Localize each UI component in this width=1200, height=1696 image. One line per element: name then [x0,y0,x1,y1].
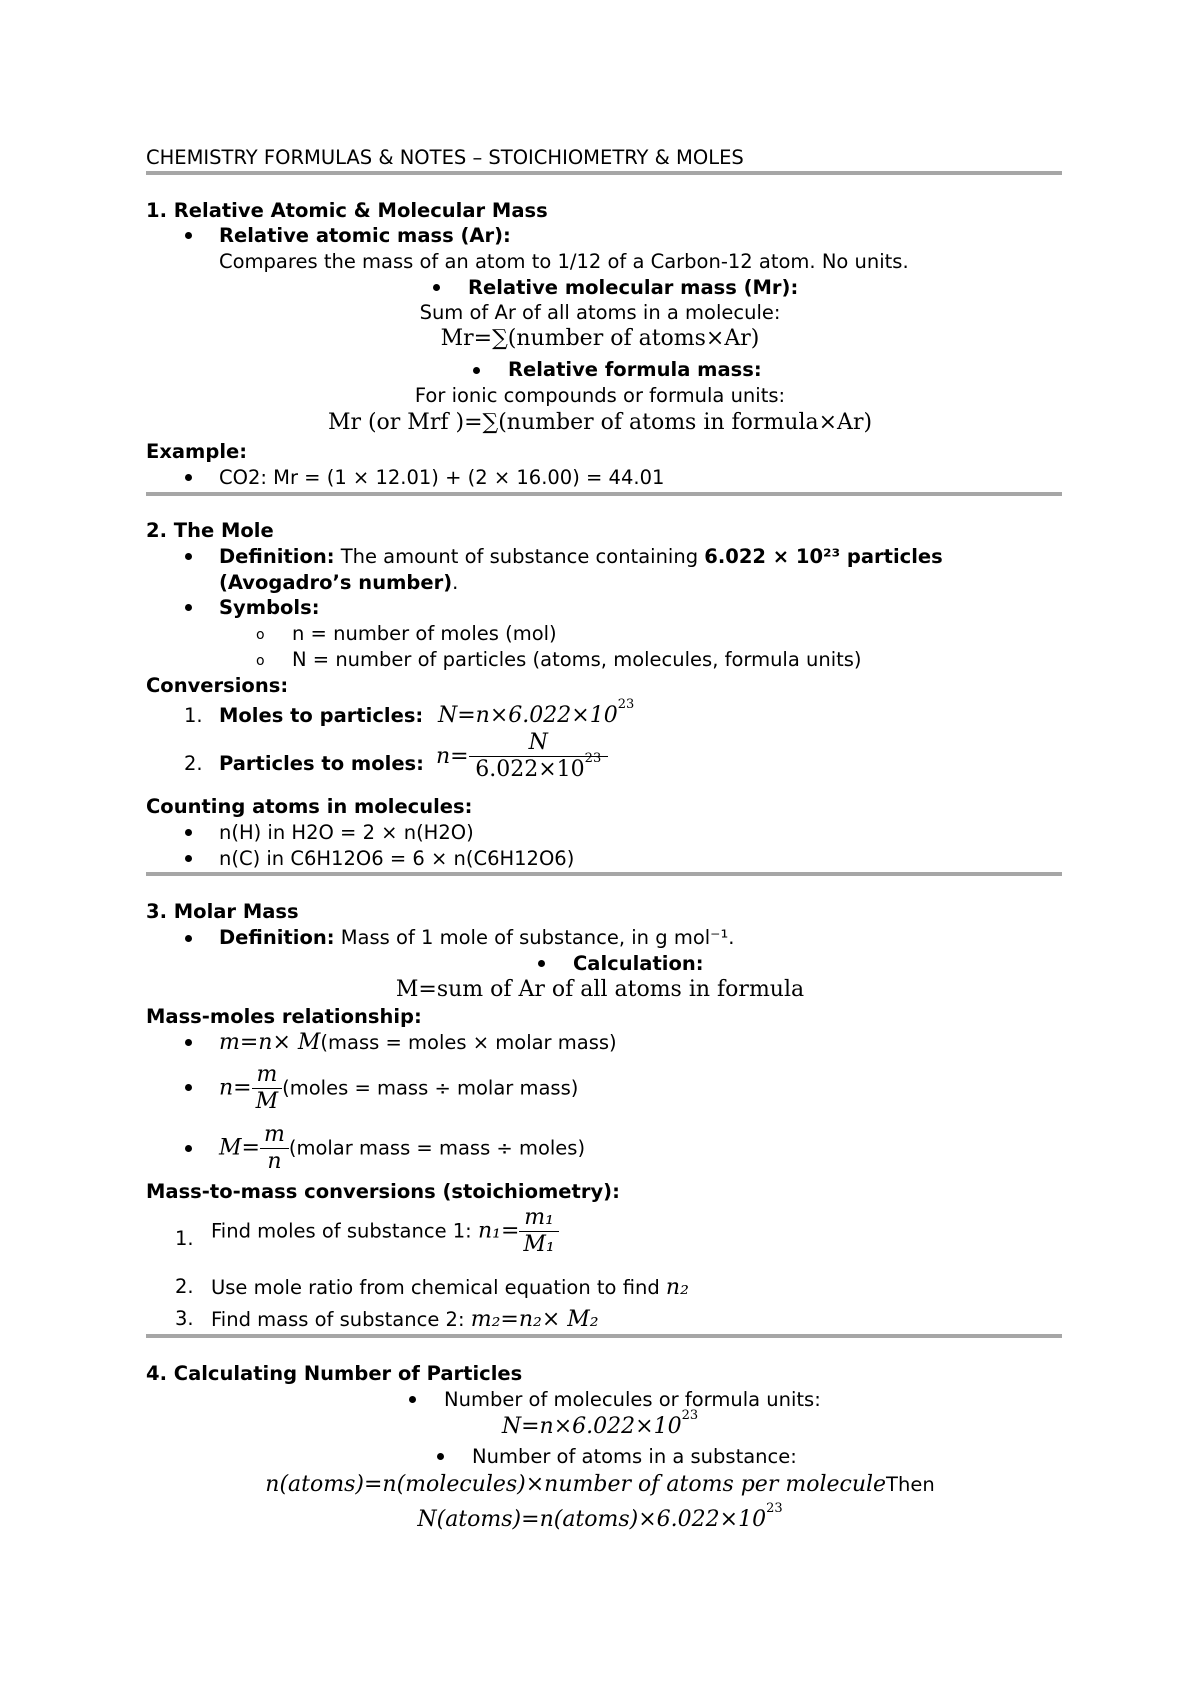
step3-number: 3. [175,1307,194,1330]
circle-bullet-icon: o [256,627,265,643]
bullet-icon [185,1145,192,1152]
mass-moles-label: Mass-moles relationship: [146,1005,422,1028]
divider [146,492,1062,496]
numerator: m₁ [519,1205,558,1232]
symbols-label: Symbols: [219,596,320,619]
conversions-label: Conversions: [146,674,289,697]
avogadro-name: (Avogadro’s number) [219,571,453,594]
numerator-text: N [528,730,548,755]
denominator [469,751,608,783]
bullet-icon [433,284,440,291]
bullet-icon [437,1453,444,1460]
mass-to-mass-label: Mass-to-mass conversions (stoichiometry): [146,1180,620,1203]
exponent: 23 [584,751,602,767]
step2-number: 2. [175,1275,194,1298]
formula-tail: Then [886,1473,935,1496]
bullet-icon [185,553,192,560]
period: . [452,571,459,594]
mr-label: Relative molecular mass (Mr): [468,276,799,299]
mass-moles-3 [219,1122,585,1176]
symbol-n: n = number of moles (mol) [292,622,557,645]
step3 [211,1307,599,1333]
step3-text: Find mass of substance 2: [211,1308,465,1331]
step1 [211,1205,559,1259]
variable: n₂ [665,1275,689,1300]
mass-moles-1 [219,1030,617,1056]
numerator: m [260,1122,289,1149]
definition-text: Mass of 1 mole of substance, in g mol⁻¹. [340,926,735,949]
conv2-formula [436,730,608,784]
atoms-formula [0,1472,1200,1498]
formula-text: N(atoms)=n(atoms)×6.022×10 [417,1507,767,1532]
formula-text: n(atoms)=n(molecules)×number of atoms per molecule [265,1472,887,1497]
section-3-heading: 3. Molar Mass [146,900,299,923]
bullet-icon [185,1039,192,1046]
example-text: CO2: Mr = (1 × 12.01) + (2 × 16.00) = 44.01 [219,466,665,489]
conv1-formula-text: N=n×6.022×10 [438,703,618,728]
particles-formula [0,1501,1200,1533]
divider [146,872,1062,876]
denominator: M₁ [523,1232,555,1258]
molecules-item: Number of molecules or formula units: [444,1388,821,1411]
step2 [211,1275,689,1301]
section-4-heading: 4. Calculating Number of Particles [146,1362,523,1385]
ar-label: Relative atomic mass (Ar): [219,224,511,247]
divider [146,1334,1062,1338]
bullet-icon [185,474,192,481]
exponent: 23 [617,697,635,712]
ar-description: Compares the mass of an atom to 1/12 of a Carbon-12 atom. No units. [219,250,909,273]
calculation-formula: M=sum of Ar of all atoms in formula [395,977,805,1002]
denominator: M [255,1089,279,1115]
rfm-label: Relative formula mass: [508,358,762,381]
formula-description: (molar mass = mass ÷ moles) [288,1136,586,1160]
symbol-N: N = number of particles (atoms, molecules, formula units) [292,648,862,671]
conv1-number: 1. [184,704,203,727]
counting-label: Counting atoms in molecules: [146,795,473,818]
definition-label: Definition: [219,926,335,949]
formula-description: (mass = moles × molar mass) [320,1031,617,1054]
bullet-icon [185,604,192,611]
bullet-icon [185,829,192,836]
fraction [519,1205,558,1259]
mr-description: Sum of Ar of all atoms in a molecule: [419,301,781,324]
mr-formula: Mr=∑(number of atoms×Ar) [440,326,760,351]
count-example-1: n(H) in H2O = 2 × n(H2O) [219,821,474,844]
fraction [252,1062,283,1116]
conv2-label: Particles to moles: [219,752,424,775]
formula: m=n× M [219,1030,321,1055]
numerator: m [252,1062,283,1089]
bullet-icon [185,1084,192,1091]
bullet-icon [538,960,545,967]
calculation-label: Calculation: [573,952,704,975]
rfm-description: For ionic compounds or formula units: [414,384,786,407]
circle-bullet-icon: o [256,653,265,669]
bullet-icon [473,367,480,374]
bullet-icon [185,935,192,942]
molecules-formula [0,1408,1200,1440]
conv2-lhs: n= [436,743,469,769]
formula: m₂=n₂× M₂ [470,1307,599,1332]
bullet-icon [185,855,192,862]
rfm-formula: Mr (or Mrf )=∑(number of atoms in formula×Ar) [327,410,873,435]
step2-text: Use mole ratio from chemical equation to find [211,1276,660,1299]
atoms-item: Number of atoms in a substance: [472,1445,797,1468]
definition-text: The amount of substance containing [340,545,699,568]
denominator-text: 6.022×10 [475,757,585,783]
count-example-2: n(C) in C6H12O6 = 6 × n(C6H12O6) [219,847,575,870]
mole-definition [219,545,943,568]
formula-lhs: M= [219,1135,260,1161]
fraction [260,1122,289,1176]
step1-number: 1. [175,1227,194,1250]
exponent: 23 [766,1501,783,1516]
mass-moles-2 [219,1062,578,1116]
denominator: n [267,1149,282,1175]
definition-label: Definition: [219,545,335,568]
formula-lhs: n₁= [477,1218,520,1244]
divider [146,171,1062,175]
section-2-heading: 2. The Mole [146,519,274,542]
exponent: 23 [681,1408,699,1423]
mole-definition-cont [219,571,458,594]
step1-text: Find moles of substance 1: [211,1219,472,1243]
conv2-number: 2. [184,752,203,775]
document-title: CHEMISTRY FORMULAS & NOTES – STOICHIOMETRY & MOLES [146,146,744,169]
fraction [469,730,608,784]
bullet-icon [185,232,192,239]
formula-text: N=n×6.022×10 [501,1414,682,1439]
formula-lhs: n= [219,1075,252,1101]
example-label: Example: [146,440,248,463]
section-1-heading: 1. Relative Atomic & Molecular Mass [146,199,548,222]
molar-mass-definition [219,926,734,949]
conv1-formula [438,697,635,729]
conv1-label: Moles to particles: [219,704,424,727]
formula-description: (moles = mass ÷ molar mass) [282,1076,579,1100]
bullet-icon [409,1396,416,1403]
avogadro-value: 6.022 × 10²³ particles [704,545,943,568]
